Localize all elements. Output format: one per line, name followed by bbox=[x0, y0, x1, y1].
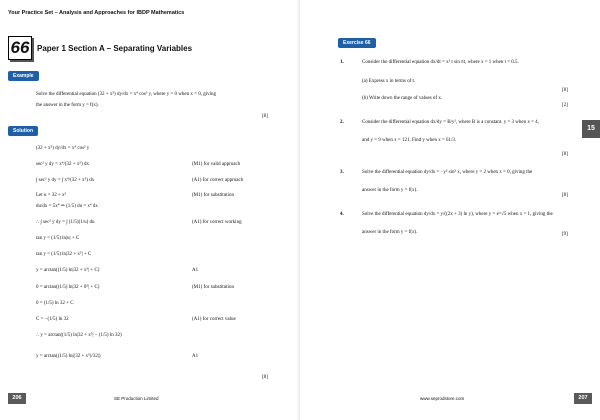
question-text: Consider the differential equation dx/dt = x² t sin πt, where x = 1 when t = 0.5. bbox=[362, 60, 519, 65]
example-statement: Solve the differential equation (32 + x⁵) dy/dx = x⁴ cos² y, where y = 0 when x = 0, giving bbox=[36, 92, 216, 97]
solution-step-note: (A1) for correct working bbox=[192, 220, 242, 225]
question-text: (a) Express x in terms of t. bbox=[362, 79, 416, 84]
solution-step: du/dx = 5x⁴ ⇒ (1/5) du = x⁴ dx bbox=[36, 204, 98, 209]
question-text: answer in the form y = f(x). bbox=[362, 230, 418, 235]
solution-step-note: (A1) for correct approach bbox=[192, 178, 244, 183]
chapter-side-tab: 15 bbox=[582, 120, 600, 138]
question-mark: [9] bbox=[562, 232, 568, 237]
question-number: 2. bbox=[340, 120, 344, 125]
right-page-number: 207 bbox=[574, 393, 592, 404]
page-title: Paper 1 Section A – Separating Variables bbox=[37, 44, 193, 53]
solution-step: ∫ sec² y dy = ∫ x⁴/(32 + x⁵) dx bbox=[36, 178, 95, 183]
solution-step: y = arctan((1/5) ln|(32 + x⁵)/32|) bbox=[36, 354, 101, 359]
solution-step: 0 = arctan((1/5) ln|32 + 0⁵| + C) bbox=[36, 285, 100, 290]
question-text: Consider the differential equation dx/dy = B/y², where B is a constant. y = 3 when x = 4, bbox=[362, 120, 539, 125]
solution-step-note: A1 bbox=[192, 268, 199, 273]
example-badge: Example bbox=[8, 71, 39, 81]
solution-step-note: (M1) for valid approach bbox=[192, 162, 241, 167]
example-statement-2: the answer in the form y = f(x). bbox=[36, 103, 99, 108]
question-text: and y = 9 when x = 121. Find y when x = 61/3. bbox=[362, 138, 457, 143]
question-number: 1. bbox=[340, 60, 344, 65]
solution-step: (32 + x⁵) dy/dx = x⁴ cos² y bbox=[36, 146, 90, 151]
question-mark: [2] bbox=[562, 103, 568, 108]
question-text: (b) Write down the range of values of x. bbox=[362, 96, 443, 101]
left-page-number: 206 bbox=[8, 393, 26, 404]
solution-step-note: (A1) for correct value bbox=[192, 317, 236, 322]
question-text: Solve the differential equation dy/dx = y/((2x + 3) ln y), where y = e^√5 when x = 1, giving the bbox=[362, 212, 553, 217]
question-mark: [8] bbox=[562, 152, 568, 157]
solution-total-mark: [8] bbox=[262, 375, 268, 380]
solution-step: sec² y dy = x⁴/(32 + x⁵) dx bbox=[36, 162, 89, 167]
question-text: Solve the differential equation dy/dx = −y² sin² x, where y = 2 when x = 0, giving the bbox=[362, 170, 533, 175]
solution-step: ∴ y = arctan((1/5) ln|32 + x⁵| − (1/5) ln 32) bbox=[36, 333, 122, 338]
question-number: 4. bbox=[340, 212, 344, 217]
solution-badge: Solution bbox=[8, 126, 38, 136]
topic-number: 66 bbox=[8, 36, 32, 60]
solution-step: ∴ ∫ sec² y dy = ∫ (1/5)(1/u) du bbox=[36, 220, 95, 225]
solution-step: Let u = 32 + x⁵ bbox=[36, 193, 67, 198]
solution-step: tan y = (1/5) ln|u| + C bbox=[36, 236, 80, 241]
publisher-name: SE Production Limited bbox=[114, 396, 159, 401]
book-title: Your Practice Set – Analysis and Approaches for IBDP Mathematics bbox=[8, 10, 185, 16]
right-page bbox=[300, 0, 600, 420]
question-mark: [8] bbox=[562, 193, 568, 198]
exercise-badge: Exercise 66 bbox=[338, 38, 376, 48]
solution-step-note: (M1) for substitution bbox=[192, 285, 234, 290]
solution-step: 0 = (1/5) ln 32 + C bbox=[36, 301, 74, 306]
solution-step-note: A1 bbox=[192, 354, 199, 359]
example-mark: [8] bbox=[262, 114, 268, 119]
solution-step-note: (M1) for substitution bbox=[192, 193, 234, 198]
solution-step: C = −(1/5) ln 32 bbox=[36, 317, 69, 322]
solution-step: y = arctan((1/5) ln|32 + x⁵| + C) bbox=[36, 268, 100, 273]
publisher-website: www.seprodstore.com bbox=[420, 396, 465, 401]
question-mark: [8] bbox=[562, 88, 568, 93]
question-text: answer in the form y = f(x). bbox=[362, 188, 418, 193]
question-number: 3. bbox=[340, 170, 344, 175]
solution-step: tan y = (1/5) ln|32 + x⁵| + C bbox=[36, 252, 92, 257]
